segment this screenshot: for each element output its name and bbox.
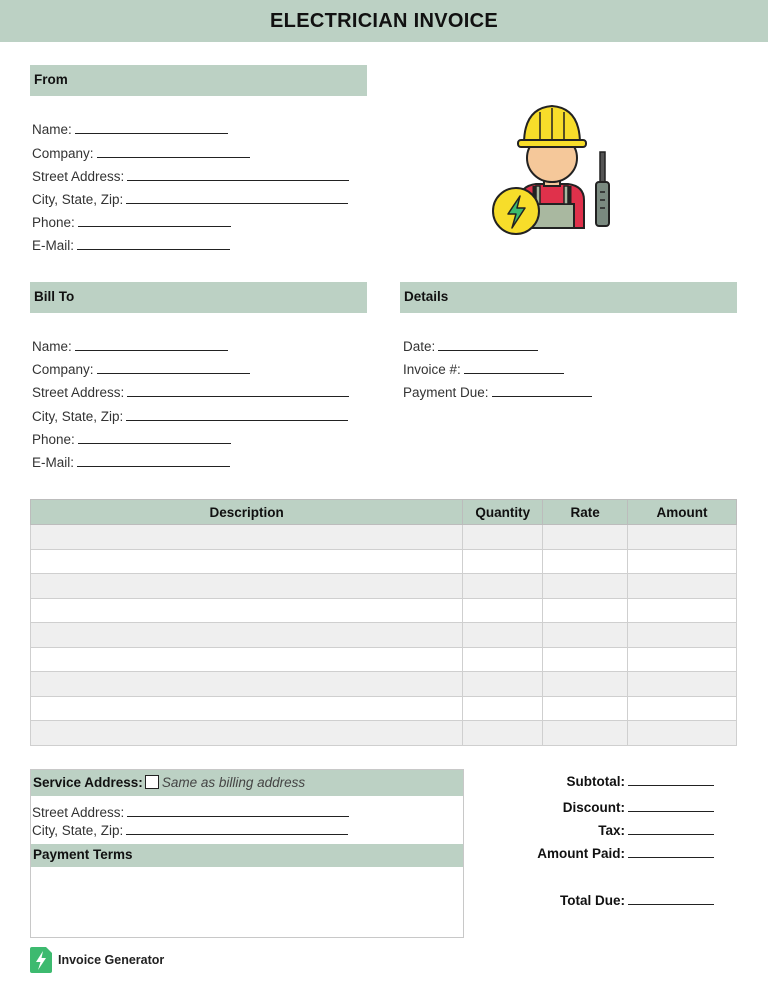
- subtotal-field[interactable]: Subtotal:: [567, 773, 715, 789]
- from-street-field[interactable]: Street Address:: [32, 168, 349, 186]
- table-row: [31, 647, 737, 672]
- table-row: [31, 696, 737, 721]
- amount-header: Amount: [628, 500, 737, 525]
- rate-header: Rate: [543, 500, 628, 525]
- electrician-icon: [490, 100, 615, 240]
- from-city-field[interactable]: City, State, Zip:: [32, 191, 348, 209]
- title-bar: [0, 0, 768, 42]
- from-name-field[interactable]: Name:: [32, 121, 228, 139]
- items-table: [30, 499, 737, 746]
- service-street-field[interactable]: Street Address:: [32, 804, 349, 822]
- bill-to-header: [30, 282, 367, 313]
- date-field[interactable]: Date:: [403, 338, 538, 356]
- bill-phone-field[interactable]: Phone:: [32, 431, 231, 449]
- page-title: ELECTRICIAN INVOICE: [270, 10, 498, 32]
- same-as-billing-label: Same as billing address: [161, 775, 306, 790]
- from-phone-field[interactable]: Phone:: [32, 214, 231, 232]
- invoice-number-field[interactable]: Invoice #:: [403, 361, 564, 379]
- from-heading: From: [34, 72, 68, 87]
- service-address-header: [31, 770, 463, 796]
- bill-name-field[interactable]: Name:: [32, 338, 228, 356]
- invoice-generator-logo-icon: [30, 947, 52, 973]
- bill-company-field[interactable]: Company:: [32, 361, 250, 379]
- bill-email-field[interactable]: E-Mail:: [32, 454, 230, 472]
- brand-name: Invoice Generator: [58, 953, 165, 967]
- details-heading: Details: [404, 289, 449, 304]
- bill-to-heading: Bill To: [34, 289, 75, 304]
- table-row: [31, 574, 737, 599]
- table-row: [31, 672, 737, 697]
- description-header: Description: [31, 500, 463, 525]
- bill-street-field[interactable]: Street Address:: [32, 384, 349, 402]
- table-header-row: [31, 500, 737, 525]
- table-row: [31, 549, 737, 574]
- details-header: [400, 282, 737, 313]
- service-city-field[interactable]: City, State, Zip:: [32, 822, 348, 840]
- service-address-heading: Service Address:: [33, 775, 143, 790]
- payment-terms-input[interactable]: [31, 867, 463, 937]
- payment-terms-header: [31, 844, 463, 867]
- tax-field[interactable]: Tax:: [598, 822, 714, 838]
- table-row: [31, 721, 737, 746]
- table-row: [31, 623, 737, 648]
- same-as-billing-checkbox[interactable]: [145, 775, 159, 789]
- payment-due-field[interactable]: Payment Due:: [403, 384, 592, 402]
- table-row: [31, 598, 737, 623]
- payment-terms-heading: Payment Terms: [33, 847, 133, 862]
- from-email-field[interactable]: E-Mail:: [32, 237, 230, 255]
- from-header: [30, 65, 367, 96]
- amount-paid-field[interactable]: Amount Paid:: [537, 845, 714, 861]
- quantity-header: Quantity: [463, 500, 543, 525]
- bill-city-field[interactable]: City, State, Zip:: [32, 408, 348, 426]
- total-due-field[interactable]: Total Due:: [560, 892, 714, 908]
- from-company-field[interactable]: Company:: [32, 145, 250, 163]
- table-row: [31, 525, 737, 550]
- discount-field[interactable]: Discount:: [563, 799, 714, 815]
